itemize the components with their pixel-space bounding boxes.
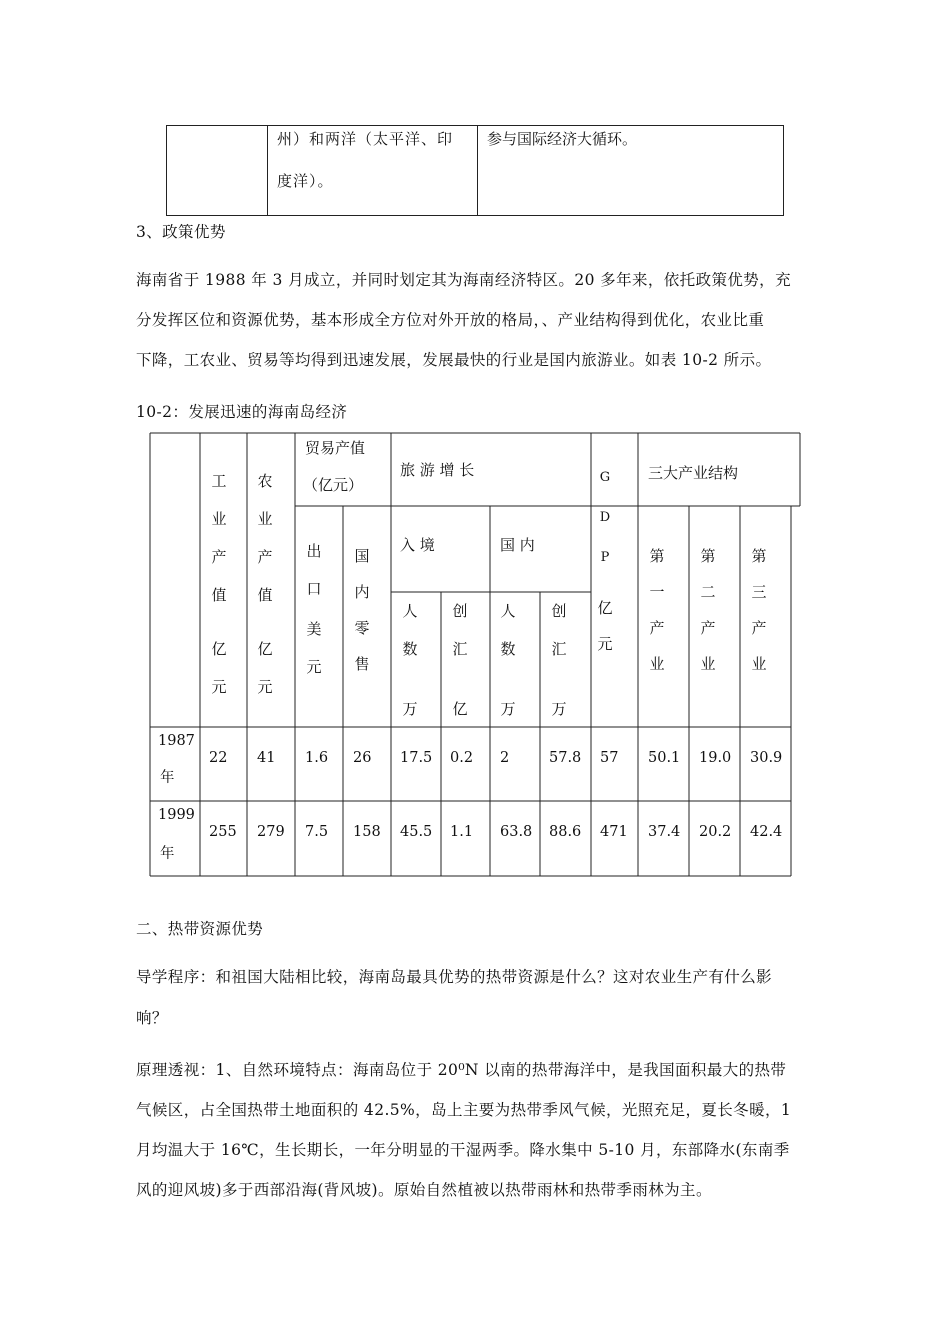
table-cell: 2 [500,750,510,766]
row-year: 1987 [158,733,195,749]
table-cell: 1.1 [450,824,474,840]
paragraph-line: 导学程序：和祖国大陆相比较，海南岛最具优势的热带资源是什么？这对农业生产有什么影 [136,968,773,986]
paragraph-line: 气候区，占全国热带土地面积的 42.5%，岛上主要为热带季风气候，光照充足，夏长冬暖，1 [136,1101,792,1119]
paragraph-line: 风的迎风坡)多于西部沿海(背风坡)。原始自然植被以热带雨林和热带季雨林为主。 [136,1181,712,1199]
table-cell: 0.2 [450,750,474,766]
header-domestic: 国 内 [500,536,535,554]
paragraph-line: 原理透视：1、自然环境特点：海南岛位于 20⁰N 以南的热带海洋中，是我国面积最大的热带 [136,1061,787,1079]
table-cell: 255 [209,824,237,840]
top-table-cell-text: 参与国际经济大循环。 [487,130,638,148]
header-agri-output: 农 业 产 值 亿 元 [257,472,273,696]
table-cell: 41 [257,750,276,766]
section-heading: 二、热带资源优势 [136,920,264,938]
table-cell: 471 [600,824,628,840]
header-inbound: 入 境 [400,536,435,554]
header-domestic-people: 人 数 万 [500,602,516,718]
header-trade-title: 贸易产值 [305,439,366,457]
table-cell: 57.8 [549,750,582,766]
header-inbound-fx: 创 汇 亿 [452,602,468,718]
table-cell: 50.1 [648,750,681,766]
header-tertiary: 第 三 产 业 [751,547,767,673]
header-structure-title: 三大产业结构 [648,464,739,482]
table-cell: 45.5 [400,824,433,840]
paragraph-line: 月均温大于 16℃，生长期长，一年分明显的干湿两季。降水集中 5-10 月，东部降水(东南季 [136,1141,790,1159]
table-cell: 22 [209,750,228,766]
table-caption: 10-2：发展迅速的海南岛经济 [136,403,348,421]
header-domestic-fx: 创 汇 万 [551,602,567,718]
section-heading: 3、政策优势 [136,223,226,241]
table-cell: 63.8 [500,824,533,840]
table-cell: 57 [600,750,619,766]
table-cell: 42.4 [750,824,783,840]
header-primary: 第 一 产 业 [649,547,665,673]
header-domestic-retail: 国 内 零 售 [354,547,370,673]
table-cell: 26 [353,750,372,766]
table-cell: 7.5 [305,824,329,840]
table-cell: 1.6 [305,750,329,766]
header-export: 出 口 美 元 [306,542,322,676]
table-cell: 88.6 [549,824,582,840]
table-cell: 19.0 [699,750,732,766]
paragraph-line: 下降，工农业、贸易等均得到迅速发展，发展最快的行业是国内旅游业。如表 10-2 所示。 [136,351,772,369]
header-inbound-people: 人 数 万 [402,602,418,718]
table-cell: 17.5 [400,750,433,766]
top-table-cell-text: 州）和两洋（太平洋、印 [277,130,454,148]
table-cell: 30.9 [750,750,783,766]
paragraph-line: 响？ [136,1009,168,1027]
row-year-suffix: 年 [160,846,175,862]
table-cell: 279 [257,824,285,840]
header-gdp: G D P 亿 元 [597,470,613,653]
table-cell: 158 [353,824,381,840]
header-trade-unit: （亿元） [303,476,364,494]
header-industry-output: 工 业 产 值 亿 元 [211,472,227,696]
row-year-suffix: 年 [160,770,175,786]
header-secondary: 第 二 产 业 [700,547,716,673]
top-table-cell-text: 度洋）。 [277,172,334,190]
table-cell: 20.2 [699,824,732,840]
row-year: 1999 [158,807,195,823]
header-tourism-title: 旅 游 增 长 [400,461,475,479]
paragraph-line: 分发挥区位和资源优势，基本形成全方位对外开放的格局，、产业结构得到优化，农业比重 [136,311,765,329]
table-cell: 37.4 [648,824,681,840]
paragraph-line: 海南省于 1988 年 3 月成立，并同时划定其为海南经济特区。20 多年来，依托政策优势，充 [136,271,791,289]
